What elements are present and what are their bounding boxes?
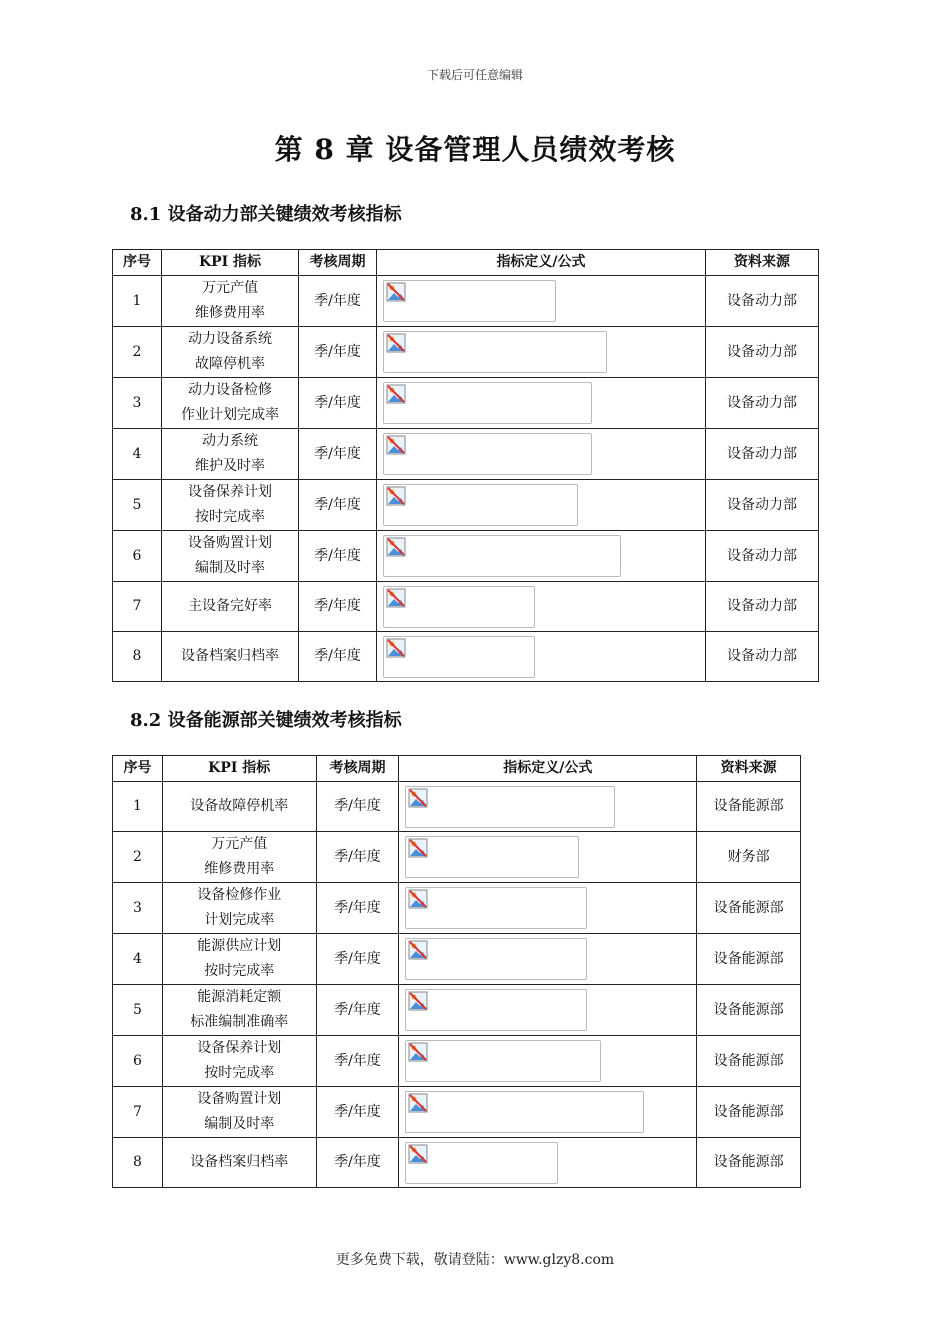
cell-formula — [377, 531, 706, 582]
cell-source: 设备动力部 — [706, 378, 819, 429]
table-row — [113, 429, 819, 480]
broken-image-icon — [405, 989, 587, 1031]
kpi-line: 设备保养计划 — [188, 484, 272, 500]
cell-no: 3 — [113, 378, 162, 429]
cell-kpi — [162, 378, 299, 429]
cell-source: 设备能源部 — [697, 1036, 801, 1087]
cell-source: 设备动力部 — [706, 480, 819, 531]
cell-source: 财务部 — [697, 832, 801, 883]
kpi-line: 按时完成率 — [195, 509, 265, 525]
kpi-line: 设备检修作业 — [197, 887, 282, 903]
kpi-line: 维修费用率 — [204, 861, 275, 877]
kpi-line: 主设备完好率 — [188, 598, 272, 614]
cell-formula — [399, 1036, 697, 1087]
kpi-line: 按时完成率 — [204, 963, 275, 979]
kpi-line: 维修费用率 — [195, 305, 265, 321]
cell-kpi — [162, 832, 316, 883]
cell-no: 8 — [113, 1138, 163, 1188]
cell-period: 季/年度 — [316, 1087, 399, 1138]
cell-formula — [399, 883, 697, 934]
cell-kpi — [162, 480, 299, 531]
cell-kpi — [162, 582, 299, 632]
kpi-line: 动力系统 — [202, 433, 258, 449]
cell-source: 设备能源部 — [697, 1087, 801, 1138]
kpi-line: 维护及时率 — [195, 458, 265, 474]
cell-no: 2 — [113, 832, 163, 883]
table-row — [113, 531, 819, 582]
kpi-line: 设备档案归档率 — [181, 648, 279, 664]
kpi-line: 按时完成率 — [204, 1065, 275, 1081]
cell-period: 季/年度 — [316, 1036, 399, 1087]
table-row — [113, 1087, 801, 1138]
cell-kpi — [162, 985, 316, 1036]
cell-source: 设备能源部 — [697, 934, 801, 985]
cell-period: 季/年度 — [299, 327, 377, 378]
broken-image-icon — [405, 786, 615, 828]
cell-no: 4 — [113, 934, 163, 985]
kpi-line: 设备购置计划 — [197, 1091, 282, 1107]
kpi-line: 能源供应计划 — [197, 938, 282, 954]
kpi-line: 编制及时率 — [204, 1116, 275, 1132]
kpi-line: 动力设备检修 — [188, 382, 272, 398]
cell-formula — [377, 632, 706, 682]
cell-kpi — [162, 327, 299, 378]
kpi-line: 动力设备系统 — [188, 331, 272, 347]
cell-kpi — [162, 934, 316, 985]
cell-period: 季/年度 — [316, 1138, 399, 1188]
broken-image-icon — [405, 1040, 601, 1082]
cell-formula — [399, 1087, 697, 1138]
cell-formula — [399, 985, 697, 1036]
table-row — [113, 276, 819, 327]
broken-image-icon — [383, 280, 556, 322]
kpi-line: 能源消耗定额 — [197, 989, 282, 1005]
cell-formula — [377, 276, 706, 327]
cell-no: 5 — [113, 985, 163, 1036]
header-source: 资料来源 — [706, 250, 819, 276]
page-footer: 更多免费下载，敬请登陆：www.glzy8.com — [335, 1252, 615, 1268]
table-row — [113, 480, 819, 531]
cell-formula — [377, 582, 706, 632]
table-row — [113, 1138, 801, 1188]
broken-image-icon — [383, 586, 535, 628]
kpi-table-equipment-energy — [112, 755, 801, 1188]
table-row — [113, 934, 801, 985]
header-kpi: KPI 指标 — [162, 250, 299, 276]
cell-kpi — [162, 276, 299, 327]
cell-period: 季/年度 — [316, 883, 399, 934]
table-row — [113, 782, 801, 832]
cell-formula — [399, 832, 697, 883]
cell-period: 季/年度 — [299, 276, 377, 327]
cell-no: 7 — [113, 1087, 163, 1138]
broken-image-icon — [383, 331, 607, 373]
cell-formula — [377, 327, 706, 378]
cell-source: 设备动力部 — [706, 276, 819, 327]
cell-formula — [377, 378, 706, 429]
header-period: 考核周期 — [299, 250, 377, 276]
cell-source: 设备动力部 — [706, 632, 819, 682]
cell-source: 设备动力部 — [706, 327, 819, 378]
cell-formula — [399, 934, 697, 985]
cell-period: 季/年度 — [316, 985, 399, 1036]
table-body — [113, 782, 801, 1188]
kpi-line: 设备档案归档率 — [190, 1154, 289, 1170]
cell-kpi — [162, 531, 299, 582]
cell-kpi — [162, 782, 316, 832]
table-header-row — [113, 250, 819, 276]
cell-period: 季/年度 — [299, 429, 377, 480]
cell-period: 季/年度 — [316, 782, 399, 832]
table-row — [113, 378, 819, 429]
header-formula: 指标定义/公式 — [399, 756, 697, 782]
table-row — [113, 582, 819, 632]
broken-image-icon — [383, 535, 621, 577]
header-period: 考核周期 — [316, 756, 399, 782]
table-row — [113, 632, 819, 682]
broken-image-icon — [405, 1142, 558, 1184]
cell-no: 6 — [113, 1036, 163, 1087]
header-formula: 指标定义/公式 — [377, 250, 706, 276]
table-body — [113, 276, 819, 682]
kpi-line: 作业计划完成率 — [181, 407, 279, 423]
broken-image-icon — [405, 1091, 644, 1133]
cell-no: 6 — [113, 531, 162, 582]
cell-no: 5 — [113, 480, 162, 531]
kpi-line: 设备保养计划 — [197, 1040, 282, 1056]
cell-formula — [377, 480, 706, 531]
cell-kpi — [162, 632, 299, 682]
kpi-line: 故障停机率 — [195, 356, 265, 372]
header-kpi: KPI 指标 — [162, 756, 316, 782]
cell-period: 季/年度 — [299, 531, 377, 582]
broken-image-icon — [383, 382, 592, 424]
cell-no: 8 — [113, 632, 162, 682]
kpi-line: 万元产值 — [211, 836, 268, 852]
cell-formula — [399, 1138, 697, 1188]
cell-source: 设备能源部 — [697, 1138, 801, 1188]
kpi-line: 设备故障停机率 — [190, 798, 289, 814]
cell-kpi — [162, 883, 316, 934]
broken-image-icon — [383, 636, 535, 678]
cell-kpi — [162, 1036, 316, 1087]
page-header: 下载后可任意编辑 — [426, 68, 523, 82]
kpi-line: 万元产值 — [202, 280, 258, 296]
cell-formula — [399, 782, 697, 832]
cell-kpi — [162, 1087, 316, 1138]
broken-image-icon — [405, 938, 587, 980]
cell-period: 季/年度 — [316, 832, 399, 883]
broken-image-icon — [383, 433, 592, 475]
cell-no: 1 — [113, 782, 163, 832]
table-row — [113, 1036, 801, 1087]
table-row — [113, 883, 801, 934]
cell-kpi — [162, 1138, 316, 1188]
table-row — [113, 985, 801, 1036]
header-no: 序号 — [113, 250, 162, 276]
cell-kpi — [162, 429, 299, 480]
broken-image-icon — [383, 484, 578, 526]
header-source: 资料来源 — [697, 756, 801, 782]
cell-source: 设备动力部 — [706, 429, 819, 480]
cell-period: 季/年度 — [299, 582, 377, 632]
cell-no: 4 — [113, 429, 162, 480]
cell-no: 1 — [113, 276, 162, 327]
kpi-line: 设备购置计划 — [188, 535, 272, 551]
chapter-title: 第 8 章 设备管理人员绩效考核 — [274, 133, 676, 166]
cell-period: 季/年度 — [299, 378, 377, 429]
cell-source: 设备能源部 — [697, 883, 801, 934]
cell-source: 设备能源部 — [697, 782, 801, 832]
cell-period: 季/年度 — [299, 632, 377, 682]
section-title-8-2: 8.2 设备能源部关键绩效考核指标 — [130, 710, 402, 731]
cell-formula — [377, 429, 706, 480]
table-header-row — [113, 756, 801, 782]
section-title-8-1: 8.1 设备动力部关键绩效考核指标 — [130, 204, 402, 225]
broken-image-icon — [405, 887, 587, 929]
header-no: 序号 — [113, 756, 163, 782]
table-row — [113, 327, 819, 378]
cell-no: 7 — [113, 582, 162, 632]
kpi-line: 标准编制准确率 — [190, 1014, 289, 1030]
kpi-line: 计划完成率 — [204, 912, 275, 928]
cell-source: 设备动力部 — [706, 582, 819, 632]
cell-no: 3 — [113, 883, 163, 934]
broken-image-icon — [405, 836, 579, 878]
cell-period: 季/年度 — [316, 934, 399, 985]
cell-source: 设备能源部 — [697, 985, 801, 1036]
cell-period: 季/年度 — [299, 480, 377, 531]
table-row — [113, 832, 801, 883]
kpi-table-equipment-power — [112, 249, 819, 682]
cell-source: 设备动力部 — [706, 531, 819, 582]
cell-no: 2 — [113, 327, 162, 378]
kpi-line: 编制及时率 — [195, 560, 265, 576]
